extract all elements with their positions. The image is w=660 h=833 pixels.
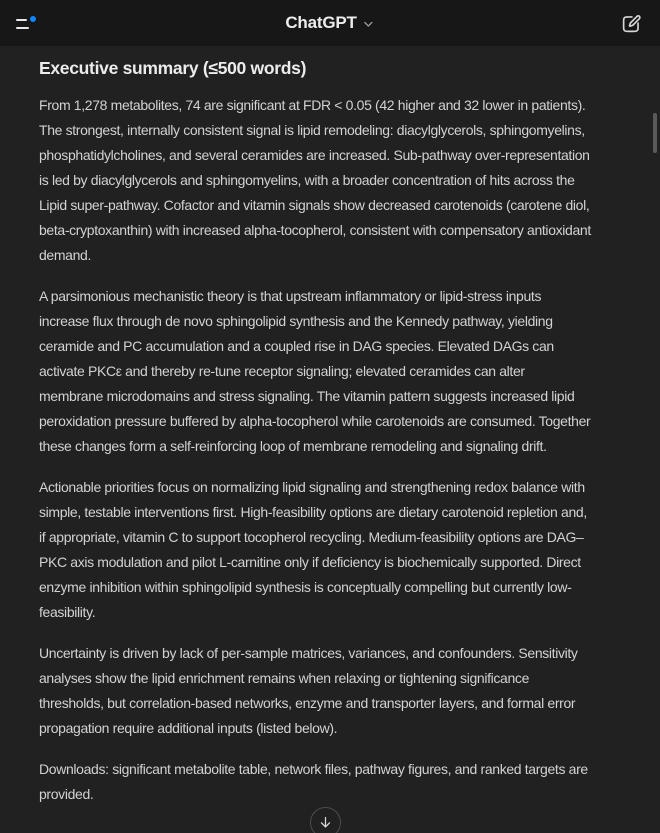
sidebar-menu-icon	[16, 17, 31, 31]
chat-message-content	[0, 46, 660, 833]
new-chat-button[interactable]	[618, 10, 644, 36]
new-chat-compose-icon	[621, 13, 642, 34]
model-picker[interactable]	[285, 13, 374, 33]
summary-paragraph: From 1,278 metabolites, 74 are significant at FDR < 0.05 (42 higher and 32 lower in patients). The strongest, internally consistent signal is lipid remodeling: diacylglycerols, sphingomyelins, phosphatidylcholines, and several ceramides are increased. Sub-pathway over-representation is led by diacylglycerols and sphingomyelins, with a broader concentration of hits across the Lipid super-pathway. Cofactor and vitamin signals show decreased carotenoids (carotene diol, beta-cryptoxanthin) with increased alpha-tocopherol, consistent with compensatory antioxidant demand.	[39, 97, 591, 263]
notification-blue-dot	[28, 14, 38, 24]
app-bar	[0, 0, 660, 46]
priorities-paragraph: Actionable priorities focus on normalizing lipid signaling and strengthening redox balance with simple, testable interventions first. High-feasibility options are dietary carotenoid repletion and, if appropriate, vitamin C to support tocopherol recycling. Medium-feasibility options are DAG–PKC axis modulation and pilot L-carnitine only if deficiency is biochemically supported. Direct enzyme inhibition within sphingolipid synthesis is conceptually compelling but currently low-feasibility.	[39, 479, 587, 620]
mechanism-paragraph: A parsimonious mechanistic theory is that upstream inflammatory or lipid-stress inputs increase flux through de novo sphingolipid synthesis and the Kennedy pathway, yielding ceramide and PC accumulation and a coupled rise in DAG species. Elevated DAGs can activate PKCε and thereby re-tune receptor signaling; elevated ceramides can alter membrane microdomains and stress signaling. The vitamin pattern suggests increased lipid peroxidation pressure buffered by alpha-tocopherol while carotenoids are consumed. Together these changes form a self-reinforcing loop of membrane remodeling and signaling drift.	[39, 288, 591, 454]
downloads-paragraph: Downloads: significant metabolite table, network files, pathway figures, and ranked targets are provided.	[39, 761, 588, 802]
sidebar-menu-button[interactable]	[16, 10, 46, 36]
arrow-down-icon	[318, 815, 333, 830]
scroll-to-bottom-button[interactable]	[310, 807, 341, 833]
app-title: ChatGPT	[285, 13, 357, 32]
chevron-down-icon	[363, 18, 375, 30]
uncertainty-paragraph: Uncertainty is driven by lack of per-sample matrices, variances, and confounders. Sensitivity analyses show the lipid enrichment remains when relaxing or tightening significance thresholds, but correlation-based networks, enzyme and transporter layers, and formal error propagation require additional inputs (listed below).	[39, 645, 578, 736]
executive-summary-heading: Executive summary (≤500 words)	[39, 58, 307, 78]
scrollbar-thumb[interactable]	[653, 113, 657, 153]
